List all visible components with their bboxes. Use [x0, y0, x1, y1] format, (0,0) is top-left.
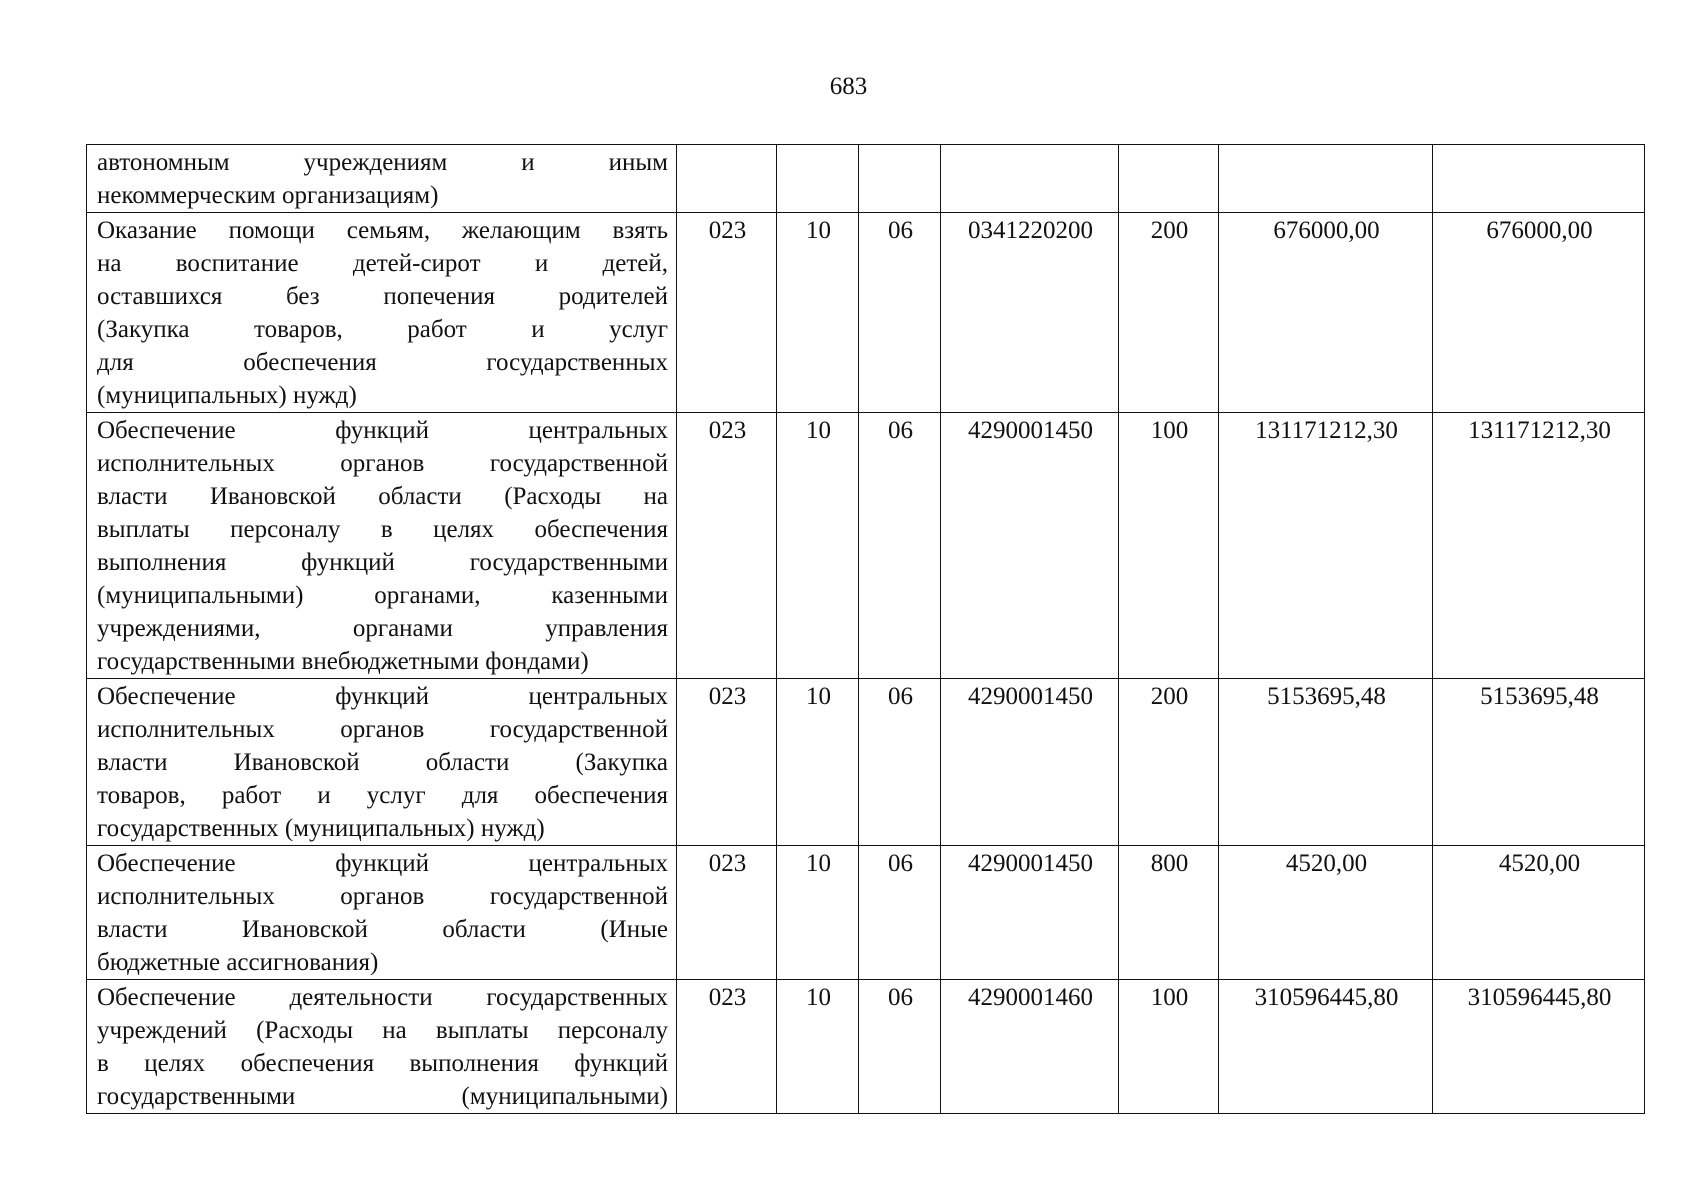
- description-line: власти Ивановской области (Иные: [97, 916, 668, 943]
- expense-type-cell: 100: [1119, 413, 1219, 679]
- section-cell: 10: [777, 980, 859, 1114]
- description-line: государственных (муниципальных) нужд): [97, 815, 545, 842]
- table-body: [87, 145, 1645, 1114]
- expense-type-cell: [1119, 145, 1219, 213]
- subsection-cell: 06: [859, 679, 941, 846]
- description-line: Оказание помощи семьям, желающим взять: [97, 217, 668, 244]
- section-cell: 10: [777, 413, 859, 679]
- description-line: исполнительных органов государственной: [97, 883, 668, 910]
- description-line: (муниципальными) органами, казенными: [97, 582, 668, 609]
- amount-1-cell: 310596445,80: [1219, 980, 1433, 1114]
- subsection-cell: 06: [859, 846, 941, 980]
- grbs-cell: 023: [677, 679, 777, 846]
- table-row: [87, 213, 1645, 413]
- description-line: государственными внебюджетными фондами): [97, 648, 589, 675]
- description-line: для обеспечения государственных: [97, 349, 668, 376]
- amount-2-cell: 5153695,48: [1433, 679, 1645, 846]
- target-item-cell: [941, 145, 1119, 213]
- description-cell: [87, 980, 677, 1114]
- description-cell: [87, 413, 677, 679]
- description-line: автономным учреждениям и иным: [97, 149, 668, 176]
- description-line: некоммерческим организациям): [97, 182, 439, 209]
- description-line: (муниципальных) нужд): [97, 382, 357, 409]
- description-line: Обеспечение деятельности государственных: [97, 984, 668, 1011]
- description-line: Обеспечение функций центральных: [97, 850, 668, 877]
- description-line: оставшихся без попечения родителей: [97, 283, 668, 310]
- target-item-cell: 4290001450: [941, 846, 1119, 980]
- grbs-cell: 023: [677, 846, 777, 980]
- table-row: [87, 846, 1645, 980]
- description-line: выполнения функций государственными: [97, 549, 668, 576]
- description-line: в целях обеспечения выполнения функций: [97, 1050, 668, 1077]
- subsection-cell: 06: [859, 980, 941, 1114]
- table-row: [87, 413, 1645, 679]
- subsection-cell: 06: [859, 413, 941, 679]
- table-row: [87, 679, 1645, 846]
- amount-2-cell: 131171212,30: [1433, 413, 1645, 679]
- description-line: Обеспечение функций центральных: [97, 683, 668, 710]
- expense-type-cell: 100: [1119, 980, 1219, 1114]
- description-line: выплаты персоналу в целях обеспечения: [97, 516, 668, 543]
- grbs-cell: [677, 145, 777, 213]
- description-line: Обеспечение функций центральных: [97, 417, 668, 444]
- amount-1-cell: [1219, 145, 1433, 213]
- description-cell: [87, 679, 677, 846]
- target-item-cell: 4290001450: [941, 413, 1119, 679]
- grbs-cell: 023: [677, 980, 777, 1114]
- description-line: исполнительных органов государственной: [97, 716, 668, 743]
- description-line: исполнительных органов государственной: [97, 450, 668, 477]
- description-line: бюджетные ассигнования): [97, 949, 379, 976]
- description-cell: [87, 846, 677, 980]
- grbs-cell: 023: [677, 213, 777, 413]
- subsection-cell: 06: [859, 213, 941, 413]
- grbs-cell: 023: [677, 413, 777, 679]
- amount-2-cell: 310596445,80: [1433, 980, 1645, 1114]
- amount-1-cell: 131171212,30: [1219, 413, 1433, 679]
- amount-1-cell: 5153695,48: [1219, 679, 1433, 846]
- amount-2-cell: [1433, 145, 1645, 213]
- amount-2-cell: 4520,00: [1433, 846, 1645, 980]
- target-item-cell: 4290001450: [941, 679, 1119, 846]
- target-item-cell: 0341220200: [941, 213, 1119, 413]
- table-row: [87, 980, 1645, 1114]
- description-line: учреждениями, органами управления: [97, 615, 668, 642]
- amount-1-cell: 4520,00: [1219, 846, 1433, 980]
- amount-2-cell: 676000,00: [1433, 213, 1645, 413]
- page-number: 683: [829, 73, 868, 100]
- budget-table: [86, 144, 1645, 1114]
- section-cell: 10: [777, 213, 859, 413]
- description-line: учреждений (Расходы на выплаты персоналу: [97, 1017, 668, 1044]
- expense-type-cell: 200: [1119, 213, 1219, 413]
- subsection-cell: [859, 145, 941, 213]
- table-row: [87, 145, 1645, 213]
- description-cell: [87, 145, 677, 213]
- amount-1-cell: 676000,00: [1219, 213, 1433, 413]
- section-cell: 10: [777, 846, 859, 980]
- section-cell: 10: [777, 679, 859, 846]
- section-cell: [777, 145, 859, 213]
- description-line: власти Ивановской области (Расходы на: [97, 483, 668, 510]
- description-line: (Закупка товаров, работ и услуг: [97, 316, 668, 343]
- expense-type-cell: 800: [1119, 846, 1219, 980]
- description-line: на воспитание детей-сирот и детей,: [97, 250, 668, 277]
- expense-type-cell: 200: [1119, 679, 1219, 846]
- description-line: власти Ивановской области (Закупка: [97, 749, 668, 776]
- target-item-cell: 4290001460: [941, 980, 1119, 1114]
- description-cell: [87, 213, 677, 413]
- description-line: товаров, работ и услуг для обеспечения: [97, 782, 668, 809]
- description-line: государственными (муниципальными): [97, 1083, 668, 1110]
